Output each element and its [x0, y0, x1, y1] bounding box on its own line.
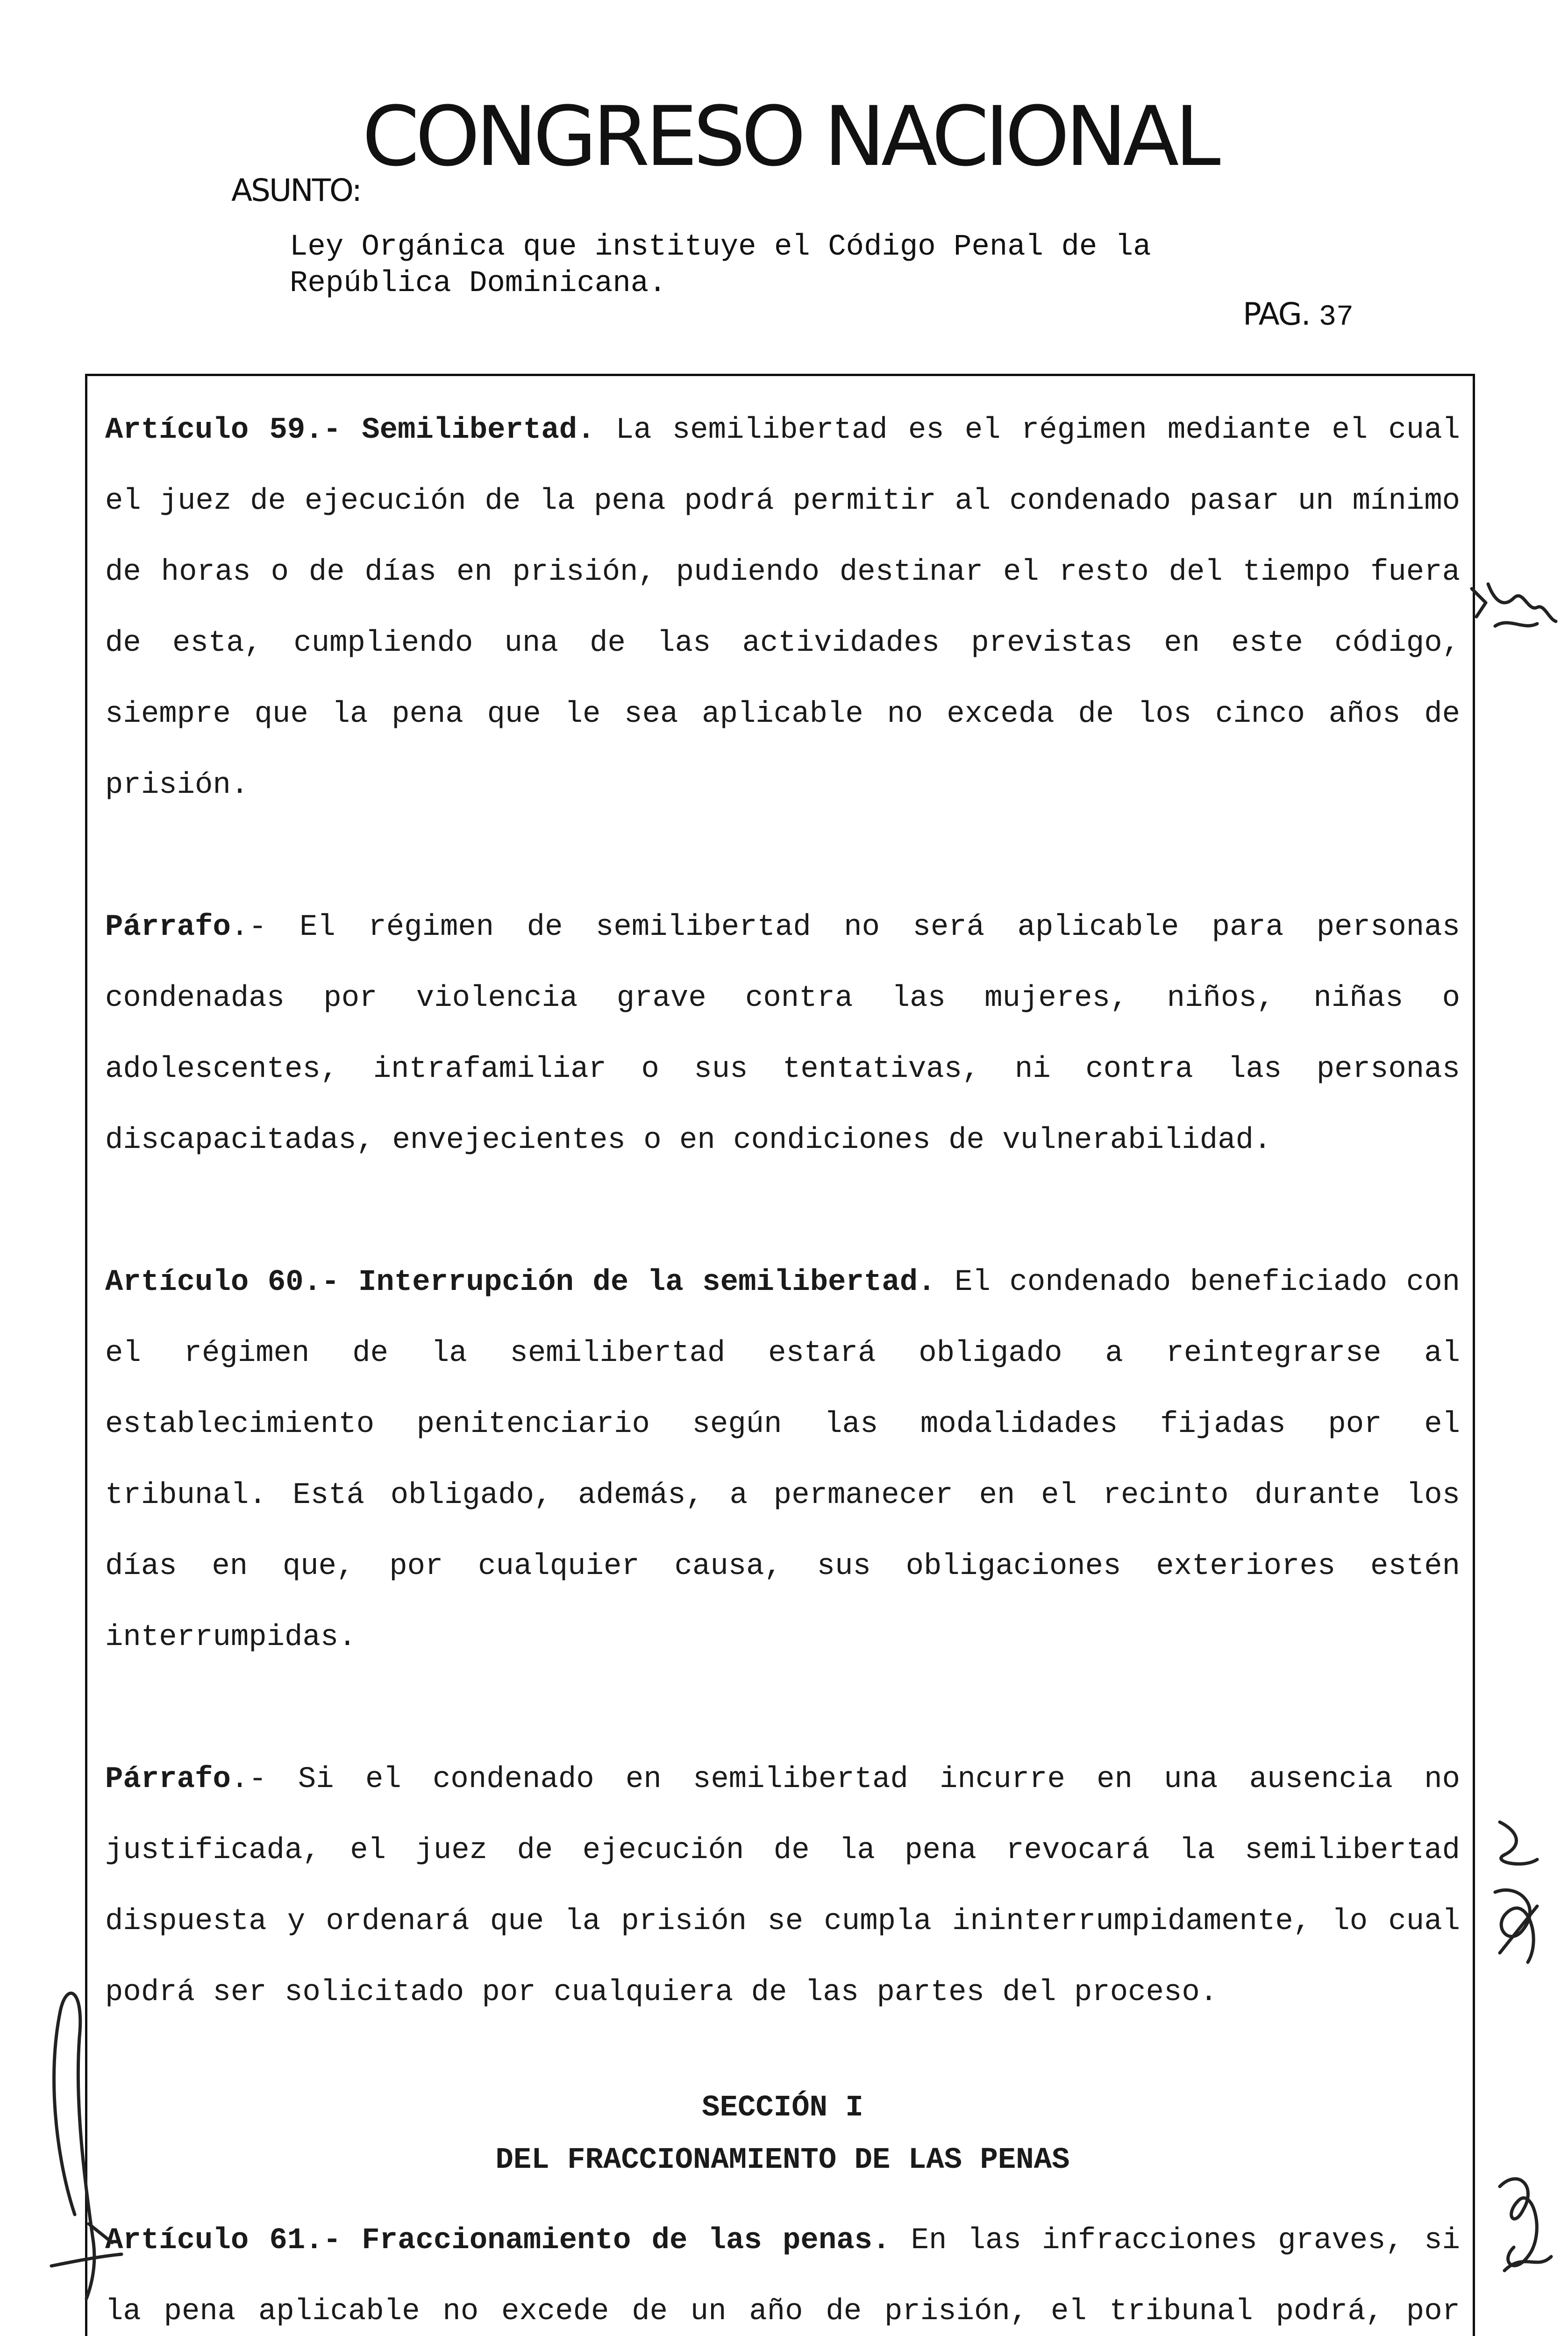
page-number-value: 37 — [1319, 300, 1354, 334]
signature-left-margin — [42, 1981, 131, 2308]
article-59-paragraph-heading: Párrafo — [105, 911, 231, 944]
article-59-paragraph-text: .- El régimen de semilibertad no será aplicable para personas condenadas por violencia grave contra las mujeres, niños, niñas o adolescentes, intrafamiliar o sus tentativas, ni contra las personas discapacitadas, envejecientes o en condiciones de vulnerabilidad. — [105, 911, 1460, 1157]
article-60-paragraph-heading: Párrafo — [105, 1763, 231, 1796]
article-60-text: El condenado beneficiado con el régimen de la semilibertad estará obligado a reintegrarse al establecimiento penitenciario según las modalidades fijadas por el tribunal. Está obligado, además, a permanecer en el recinto durante los días en que, por cualquier causa, sus obligaciones exteriores estén interrumpidas. — [105, 1266, 1461, 1654]
asunto-label: ASUNTO: — [231, 172, 361, 208]
article-59 — [105, 395, 1460, 821]
subject-text — [290, 229, 1318, 302]
document-body — [105, 395, 1460, 2336]
page-label: PAG. — [1243, 296, 1310, 332]
article-60-heading: Artículo 60.- Interrupción de la semilibertad. — [105, 1266, 936, 1299]
page-number — [1243, 296, 1354, 334]
article-61 — [105, 2205, 1460, 2336]
article-61-text: En las infracciones graves, si la pena aplicable no excede de un año de prisión, el tribunal podrá, por — [105, 2224, 1460, 2329]
section-title: SECCIÓN I — [702, 2091, 863, 2125]
article-61-heading: Artículo 61.- Fraccionamiento de las penas. — [105, 2224, 891, 2258]
subject-line-2: República Dominicana. — [290, 267, 667, 300]
initials-mark-top-right — [1467, 575, 1561, 645]
initials-mark-mid-right — [1481, 1813, 1556, 2018]
institution-title: CONGRESO NACIONAL — [362, 89, 1217, 185]
article-59-text: La semilibertad es el régimen mediante el cual el juez de ejecución de la pena podrá permitir al condenado pasar un mínimo de horas o de días en prisión, pudiendo destinar el resto del tiempo fuera de esta, cumpliendo una de las actividades previstas en este código, siempre que la pena que le sea aplicable no exceda de los cinco años de prisión. — [105, 413, 1461, 802]
section-subtitle: DEL FRACCIONAMIENTO DE LAS PENAS — [495, 2144, 1070, 2177]
article-60 — [105, 1247, 1460, 1673]
article-60-paragraph — [105, 1744, 1460, 2028]
subject-line-1: Ley Orgánica que instituye el Código Penal de la — [290, 230, 1151, 264]
initials-mark-lower-right — [1486, 2158, 1561, 2289]
article-59-paragraph — [105, 892, 1460, 1176]
article-59-heading: Artículo 59.- Semilibertad. — [105, 413, 595, 447]
section-heading — [105, 2082, 1460, 2186]
article-60-paragraph-text: .- Si el condenado en semilibertad incurre en una ausencia no justificada, el juez de ejecución de la pena revocará la semilibertad dispuesta y ordenará que la prisión se cumpla ininterrumpidamente, lo cual podrá ser solicitado por cualquiera de las partes del proceso. — [105, 1763, 1460, 2009]
